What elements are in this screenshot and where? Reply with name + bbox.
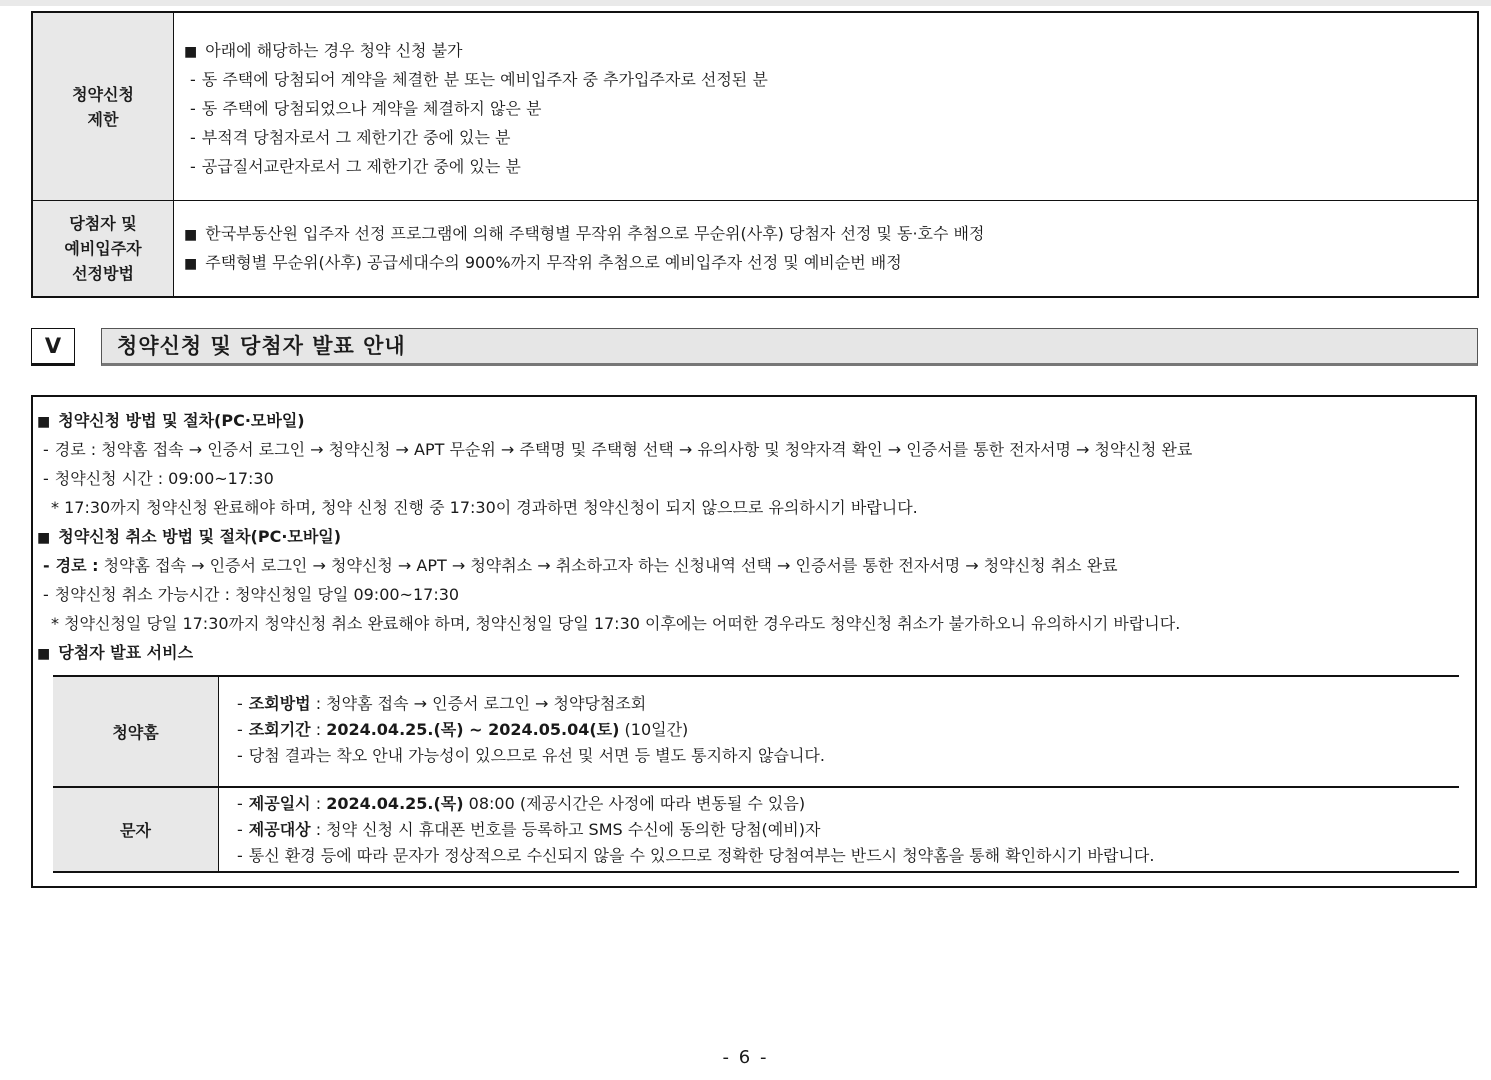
lookup-notice: 당첨 결과는 착오 안내 가능성이 있으므로 유선 및 서면 등 별도 통지하지 않습니다.	[248, 746, 825, 765]
lookup-period-sep: :	[315, 720, 322, 739]
selection-line: 주택형별 무순위(사후) 공급세대수의 900%까지 무작위 추첨으로 예비입주자 선정 및 예비순번 배정	[205, 253, 902, 272]
sms-header: 문자	[53, 788, 219, 871]
selection-header-line-2: 예비입주자	[64, 239, 142, 258]
cancel-route-line: - 경로 : 청약홈 접속 → 인증서 로그인 → 청약신청 → APT → 청약취소 → 취소하고자 하는 신청내역 선택 → 인증서를 통한 전자서명 → 청약신청 취소 완료	[43, 556, 1118, 575]
cancel-time-line: - 청약신청 취소 가능시간 : 청약신청일 당일 09:00~17:30	[43, 585, 460, 604]
sms-row	[53, 786, 1459, 871]
sms-date-label: 제공일시	[248, 794, 311, 813]
apply-time-line: - 청약신청 시간 : 09:00~17:30	[43, 469, 274, 488]
sms-date-sep: :	[315, 794, 322, 813]
selection-body	[174, 201, 1477, 296]
announcement-box	[31, 395, 1477, 888]
apply-heading: 청약신청 방법 및 절차(PC·모바일)	[58, 411, 305, 430]
square-bullet-icon: ■	[37, 530, 51, 546]
homepage-body: - 조회방법 : 청약홈 접속 → 인증서 로그인 → 청약당첨조회 - 조회기간 : 2024.04.25.(목) ~ 2024.05.04(토) (10일간) - 당첨 결과는 착오 안내 가능성이 있으므로 유선 및 서면 등 별도 통지하지 않습니다.	[237, 694, 825, 765]
homepage-row	[53, 677, 1459, 786]
page-number: - 6 -	[722, 1047, 769, 1068]
sms-date: 2024.04.25.(목)	[326, 794, 464, 813]
restriction-heading: 아래에 해당하는 경우 청약 신청 불가	[205, 41, 463, 60]
sms-target-text: : 청약 신청 시 휴대폰 번호를 등록하고 SMS 수신에 동의한 당첨(예비)자	[315, 820, 821, 839]
section-number: V	[31, 328, 75, 366]
restriction-item: 동 주택에 당첨되어 계약을 체결한 분 또는 예비입주자 중 추가입주자로 선정된 분	[201, 70, 768, 89]
lookup-period-dates: 2024.04.25.(목) ~ 2024.05.04(토)	[326, 720, 620, 739]
cancel-heading-line	[37, 522, 341, 551]
square-bullet-icon: ■	[184, 227, 198, 243]
top-divider	[0, 0, 1491, 6]
selection-row	[33, 200, 1477, 296]
sms-notice: 통신 환경 등에 따라 문자가 정상적으로 수신되지 않을 수 있으므로 정확한 당첨여부는 반드시 청약홈을 통해 확인하시기 바랍니다.	[248, 846, 1155, 865]
notice-heading: 당첨자 발표 서비스	[58, 643, 194, 662]
cancel-time: 청약신청 취소 가능시간 : 청약신청일 당일 09:00~17:30	[54, 585, 460, 604]
square-bullet-icon: ■	[37, 414, 51, 430]
restriction-body: ■ 아래에 해당하는 경우 청약 신청 불가 - 동 주택에 당첨되어 계약을 체결한 분 또는 예비입주자 중 추가입주자로 선정된 분 - 동 주택에 당첨되었으나 계약을 체결하지 않은 분 - 부적격 당첨자로서 그 제한기간 중에 있는 분 - 공급질서교란자로서 그 제한기간 중에 있는 분	[184, 41, 768, 176]
winner-notice-table	[53, 675, 1459, 873]
square-bullet-icon: ■	[184, 256, 198, 272]
apply-route-label: 경로 :	[54, 440, 97, 459]
restriction-item: 공급질서교란자로서 그 제한기간 중에 있는 분	[201, 157, 521, 176]
square-bullet-icon: ■	[37, 646, 51, 662]
restriction-header-line-1: 청약신청	[72, 84, 134, 104]
sms-date-text: 08:00 (제공시간은 사정에 따라 변동될 수 있음)	[468, 794, 806, 813]
cancel-heading: 청약신청 취소 방법 및 절차(PC·모바일)	[58, 527, 342, 546]
lookup-period-label: 조회기간	[248, 720, 311, 739]
selection-line: 한국부동산원 입주자 선정 프로그램에 의해 주택형별 무작위 추첨으로 무순위(사후) 당첨자 선정 및 동·호수 배정	[205, 224, 985, 243]
eligibility-table	[31, 11, 1479, 298]
lookup-method-text: : 청약홈 접속 → 인증서 로그인 → 청약당첨조회	[315, 694, 647, 713]
sms-target-label: 제공대상	[248, 820, 311, 839]
selection-header	[33, 201, 174, 296]
notice-heading-line	[37, 638, 193, 667]
restriction-item: 동 주택에 당첨되었으나 계약을 체결하지 않은 분	[201, 99, 542, 118]
selection-header-line-3: 선정방법	[72, 264, 134, 283]
apply-time: 청약신청 시간 : 09:00~17:30	[54, 469, 274, 488]
homepage-header: 청약홈	[53, 677, 219, 786]
restriction-header-line-2: 제한	[87, 109, 119, 129]
cancel-route: 청약홈 접속 → 인증서 로그인 → 청약신청 → APT → 청약취소 → 취소하고자 하는 신청내역 선택 → 인증서를 통한 전자서명 → 청약신청 취소 완료	[103, 556, 1118, 575]
sms-body: - 제공일시 : 2024.04.25.(목) 08:00 (제공시간은 사정에 따라 변동될 수 있음) - 제공대상 : 청약 신청 시 휴대폰 번호를 등록하고 SMS 수신에 동의한 당첨(예비)자 - 통신 환경 등에 따라 문자가 정상적으로 수신되지 않을 수 있으므로 정확한 당첨여부는 반드시 청약홈을 통해 확인하시기 바랍니다.	[237, 794, 1155, 865]
apply-route: 청약홈 접속 → 인증서 로그인 → 청약신청 → APT 무순위 → 주택명 및 주택형 선택 → 유의사항 및 청약자격 확인 → 인증서를 통한 전자서명 → 청약신청 완료	[101, 440, 1193, 459]
restriction-item: 부적격 당첨자로서 그 제한기간 중에 있는 분	[201, 128, 511, 147]
restriction-header	[33, 13, 174, 200]
cancel-note: * 청약신청일 당일 17:30까지 청약신청 취소 완료해야 하며, 청약신청일 당일 17:30 이후에는 어떠한 경우라도 청약신청 취소가 불가하오니 유의하시기 바랍니다.	[51, 614, 1181, 633]
lookup-period-duration: (10일간)	[624, 720, 689, 739]
restriction-row	[33, 13, 1477, 200]
apply-route-line: - 경로 : 청약홈 접속 → 인증서 로그인 → 청약신청 → APT 무순위 → 주택명 및 주택형 선택 → 유의사항 및 청약자격 확인 → 인증서를 통한 전자서명 → 청약신청 완료	[43, 440, 1193, 459]
lookup-method-label: 조회방법	[248, 694, 311, 713]
square-bullet-icon: ■	[184, 44, 198, 60]
apply-note: * 17:30까지 청약신청 완료해야 하며, 청약 신청 진행 중 17:30이 경과하면 청약신청이 되지 않으므로 유의하시기 바랍니다.	[51, 498, 918, 517]
cancel-route-label: 경로 :	[55, 556, 99, 575]
selection-header-line-1: 당첨자 및	[69, 214, 137, 233]
apply-heading-line	[37, 406, 305, 435]
section-title: 청약신청 및 당첨자 발표 안내	[101, 328, 1478, 366]
